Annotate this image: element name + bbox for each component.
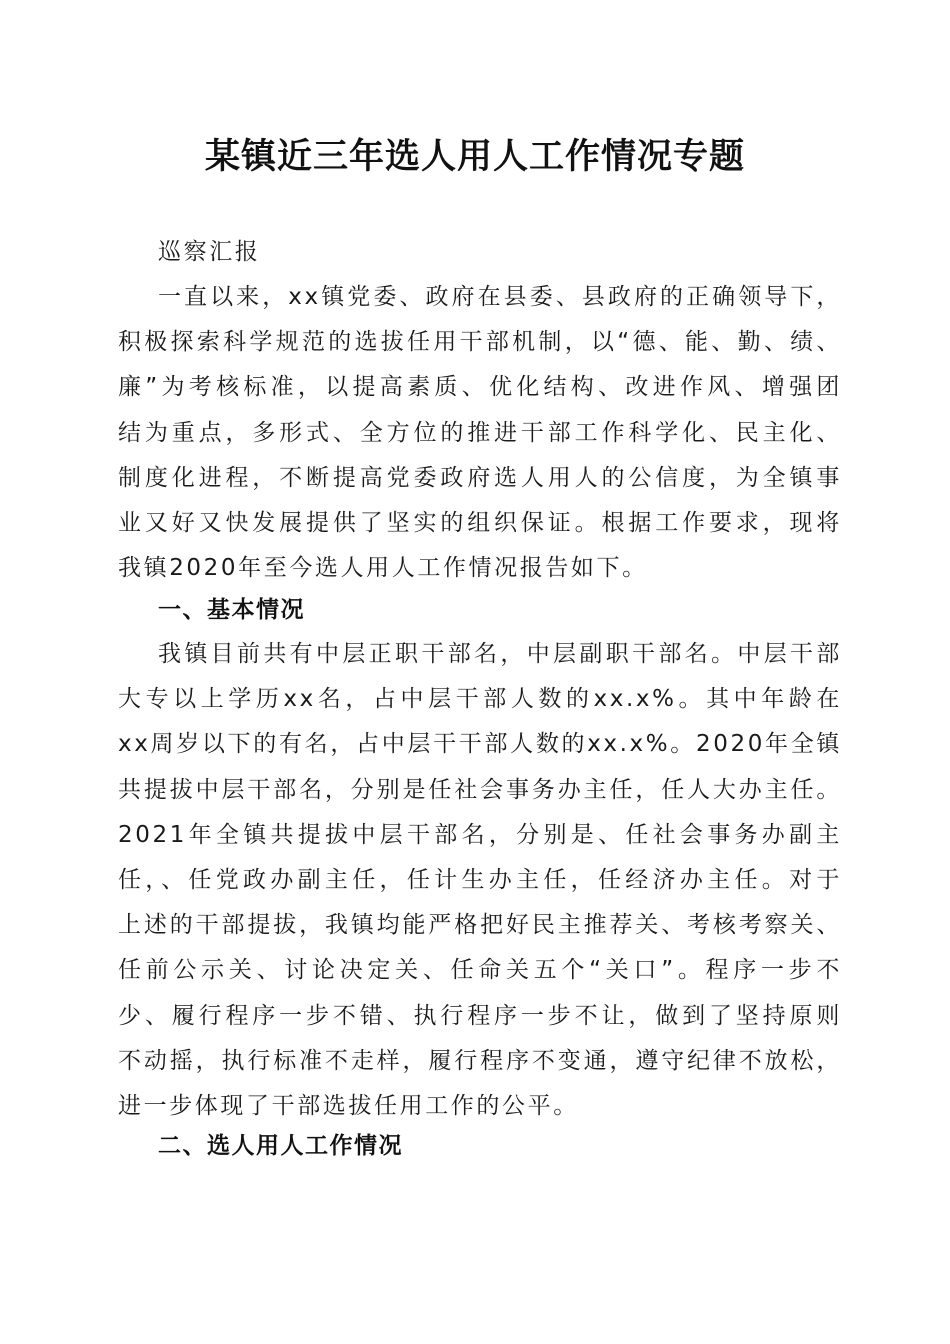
paragraph-line: 上述的干部提拔，我镇均能严格把好民主推荐关、考核考察关、 xyxy=(118,912,842,939)
paragraph-intro xyxy=(118,275,842,591)
subtitle-text: 巡察汇报 xyxy=(158,239,261,265)
paragraph-line: 任，、任党政办副主任，任计生办主任，任经济办主任。对于 xyxy=(118,867,842,894)
document-title: 某镇近三年选人用人工作情况专题 xyxy=(204,136,745,177)
paragraph-line: 大专以上学历xx名，占中层干部人数的xx.x%。其中年龄在 xyxy=(118,686,842,713)
paragraph-line: 少、履行程序一步不错、执行程序一步不让，做到了坚持原则 xyxy=(118,1002,842,1029)
paragraph-basic-situation xyxy=(118,632,842,1129)
paragraph-line: 共提拔中层干部名，分别是任社会事务办主任，任人大办主任。 xyxy=(118,776,842,803)
paragraph-line: 业又好又快发展提供了坚实的组织保证。根据工作要求，现将 xyxy=(118,510,842,537)
paragraph-line: 廉”为考核标准，以提高素质、优化结构、改进作风、增强团 xyxy=(118,374,842,401)
paragraph-line: 我镇2020年至今选人用人工作情况报告如下。 xyxy=(118,555,648,582)
paragraph-line: 一直以来，xx镇党委、政府在县委、县政府的正确领导下， xyxy=(158,284,842,310)
paragraph-line: 任前公示关、讨论决定关、任命关五个“关口”。程序一步不 xyxy=(118,957,842,984)
section-heading-basic: 一、基本情况 xyxy=(158,597,305,623)
paragraph-line: 制度化进程，不断提高党委政府选人用人的公信度，为全镇事 xyxy=(118,464,842,491)
paragraph-line: 积极探索科学规范的选拔任用干部机制，以“德、能、勤、绩、 xyxy=(118,329,842,356)
paragraph-line: 我镇目前共有中层正职干部名，中层副职干部名。中层干部 xyxy=(158,641,842,667)
paragraph-line: 进一步体现了干部选拔任用工作的公平。 xyxy=(118,1093,579,1120)
document-subtitle xyxy=(118,230,882,275)
paragraph-line: 结为重点，多形式、全方位的推进干部工作科学化、民主化、 xyxy=(118,419,842,446)
paragraph-line: 2021年全镇共提拔中层干部名，分别是、任社会事务办副主 xyxy=(118,821,842,848)
paragraph-line: xx周岁以下的有名，占中层干干部人数的xx.x%。2020年全镇 xyxy=(118,731,842,758)
paragraph-line: 不动摇，执行标准不走样，履行程序不变通，遵守纪律不放松， xyxy=(118,1047,842,1074)
section-heading-selection-work: 二、选人用人工作情况 xyxy=(158,1133,403,1159)
